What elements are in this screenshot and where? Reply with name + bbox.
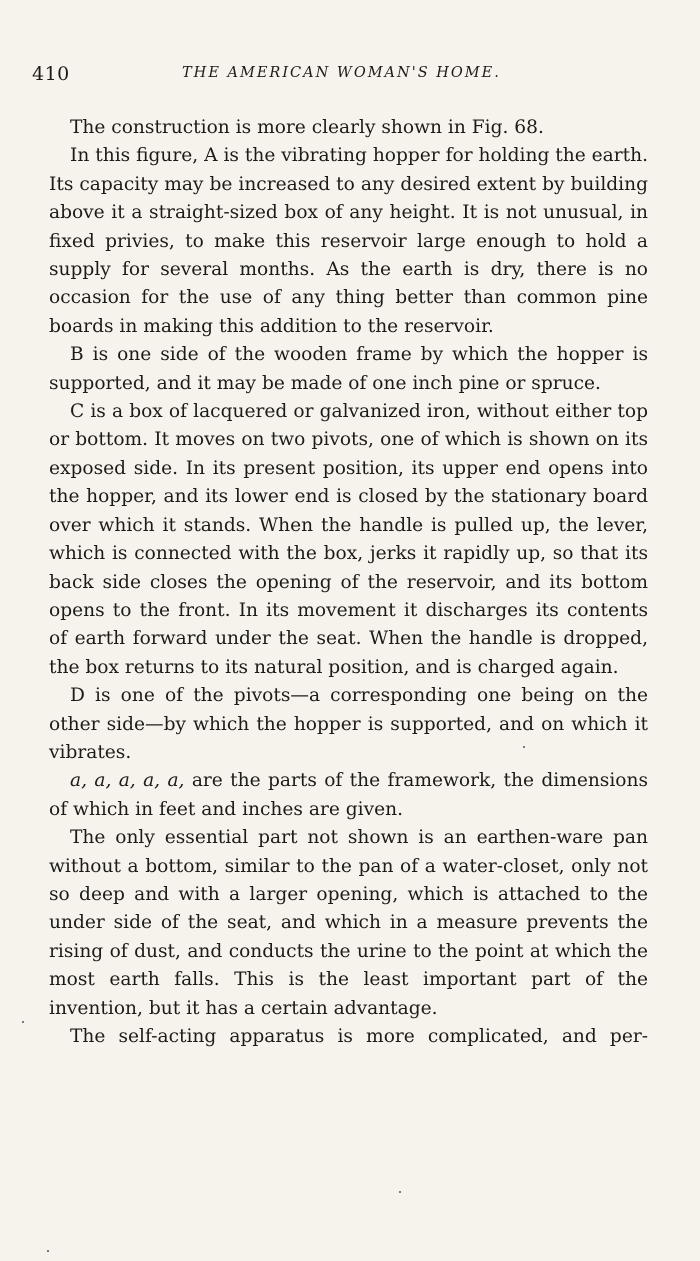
print-speck [47,1250,49,1252]
running-title: THE AMERICAN WOMAN'S HOME. [182,65,501,81]
print-speck [523,746,525,748]
framework-letters: a, a, a, a, a, [70,770,185,792]
print-speck [399,1191,401,1193]
paragraph-earthen-pan: The only essential part not shown is an earthen-ware pan without a bottom, similar to the pan of a water-closet, only not so deep and with a larger opening, which is attached to the under side of the seat, and which in a measure prevents the rising of dust, and conducts the urine to the point at which the most earth falls. This is the least important part of the invention, but it has a certain advantage. [49,827,648,1019]
framework-description: are the parts of the framework, the dimensions of which in feet and inches are given. [49,770,649,820]
running-head [32,63,672,89]
body-text [49,114,648,1051]
paragraph-hopper-a: In this figure, A is the vibrating hopper for holding the earth. Its capacity may be increased to any desired extent by building above it a straight-sized box of any height. It is not unusual, in fixed privies, to make this reservoir large enough to hold a supply for several months. As the earth is dry, there is no occasion for the use of any thing better than common pine boards in making this addition to the reservoir. [49,145,648,337]
print-speck [22,1021,24,1023]
paragraph-framework-a [49,767,648,824]
paragraph-fig-reference: The construction is more clearly shown in Fig. 68. [70,117,544,138]
paragraph-box-c: C is a box of lacquered or galvanized iron, without either top or bottom. It moves on two pivots, one of which is shown on its exposed side. In its present position, its upper end opens into the hopper, and its lower end is closed by the stationary board over which it stands. When the handle is pulled up, the lever, which is connected with the box, jerks it rapidly up, so that its back side closes the opening of the reservoir, and its bottom opens to the front. In its movement it discharges its contents of earth forward under the seat. When the handle is dropped, the box returns to its natural position, and is charged again. [49,401,648,678]
paragraph-self-acting: The self-acting apparatus is more complicated, and per- [70,1026,648,1047]
paragraph-pivot-d: D is one of the pivots—a corresponding one being on the other side—by which the hopper is supported, and on which it vibrates. [49,685,648,763]
page-number: 410 [32,63,70,85]
paragraph-frame-b: B is one side of the wooden frame by which the hopper is supported, and it may be made of one inch pine or spruce. [49,344,648,394]
